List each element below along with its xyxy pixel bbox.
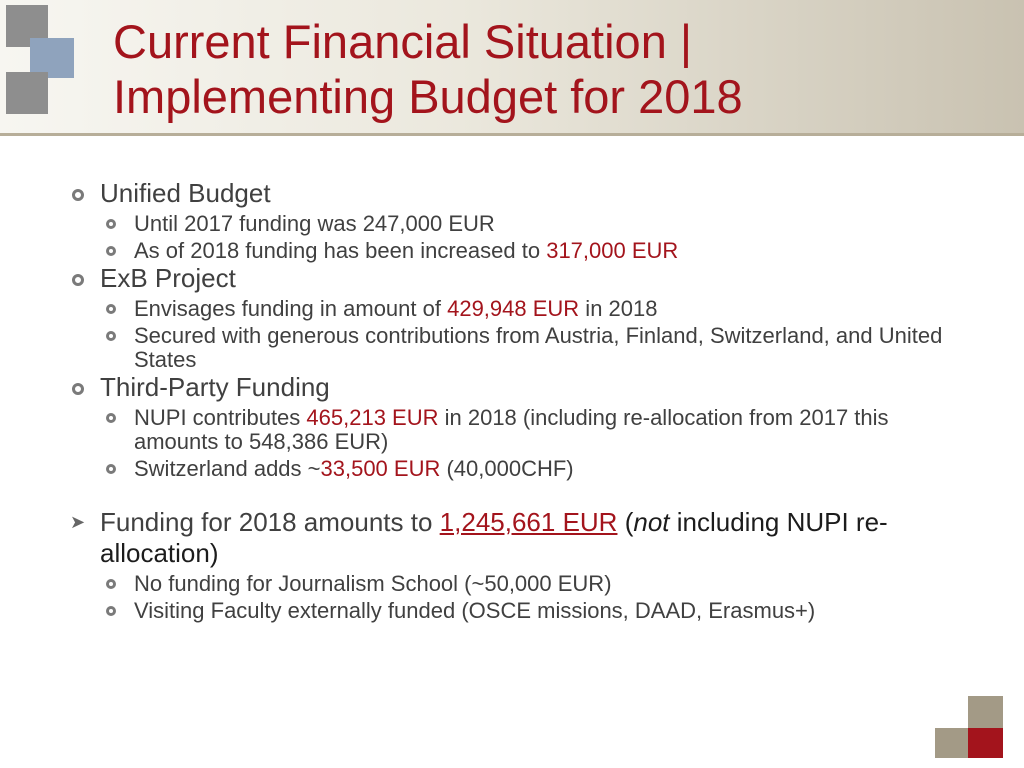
bullet-circle-icon (72, 383, 84, 395)
sub-bullet (70, 297, 970, 321)
arrow-bullet-icon: ➤ (70, 512, 86, 532)
sub-bullet (70, 212, 970, 236)
sub-bullet (70, 457, 970, 481)
bullet-text: ExB Project (100, 263, 236, 293)
decor-square-gray (6, 72, 48, 114)
title-line-2: Implementing Budget for 2018 (113, 70, 743, 123)
bullet-circle-icon (106, 219, 116, 229)
sub-bullet-text: NUPI contributes (134, 405, 307, 430)
amount-highlight: 317,000 EUR (546, 238, 679, 263)
sub-bullet-text: As of 2018 funding has been increased to (134, 238, 547, 263)
sub-bullet-text: (40,000CHF) (440, 456, 574, 481)
bullet-text: including NUPI re-allocation) (100, 507, 888, 568)
slide-title (113, 14, 993, 124)
bullet-circle-icon (106, 304, 116, 314)
bullet-funding-total (70, 507, 970, 569)
sub-bullet-text: Switzerland adds ~ (134, 456, 321, 481)
sub-bullet-text: Until 2017 funding was 247,000 EUR (134, 211, 495, 236)
spacer (70, 481, 970, 507)
slide-header (0, 0, 1024, 136)
sub-bullet-text: in 2018 (including re-allocation from 2017 this amounts to 548,386 EUR) (134, 405, 889, 454)
decor-square-taupe (968, 696, 1003, 728)
sub-bullet (70, 239, 970, 263)
bullet-unified-budget (70, 178, 970, 209)
sub-bullet-text: Visiting Faculty externally funded (OSCE missions, DAAD, Erasmus+) (134, 598, 816, 623)
bullet-text: ( (617, 507, 634, 537)
total-amount-link[interactable]: 1,245,661 EUR (439, 507, 618, 537)
amount-highlight: 33,500 EUR (320, 456, 441, 481)
emphasis-text: not (633, 507, 670, 537)
bullet-circle-icon (72, 274, 84, 286)
sub-bullet (70, 324, 970, 372)
bullet-circle-icon (106, 464, 116, 474)
decor-square-taupe (935, 728, 970, 758)
sub-bullet (70, 599, 970, 623)
bullet-text: Third-Party Funding (100, 372, 330, 402)
sub-bullet (70, 406, 970, 454)
sub-bullet-text: in 2018 (579, 296, 658, 321)
bullet-circle-icon (106, 331, 116, 341)
bullet-exb-project (70, 263, 970, 294)
decor-square-red (968, 728, 1003, 758)
bullet-third-party-funding (70, 372, 970, 403)
bullet-circle-icon (106, 413, 116, 423)
sub-bullet (70, 572, 970, 596)
amount-highlight: 465,213 EUR (306, 405, 439, 430)
slide-body (70, 178, 970, 623)
sub-bullet-text: Secured with generous contributions from Austria, Finland, Switzerland, and United States (134, 323, 943, 372)
bullet-text: Funding for 2018 amounts to (100, 507, 440, 537)
bullet-circle-icon (106, 246, 116, 256)
bullet-circle-icon (106, 579, 116, 589)
amount-highlight: 429,948 EUR (447, 296, 580, 321)
sub-bullet-text: No funding for Journalism School (~50,000 EUR) (134, 571, 612, 596)
sub-bullet-text: Envisages funding in amount of (134, 296, 448, 321)
bullet-circle-icon (106, 606, 116, 616)
bullet-text: Unified Budget (100, 178, 271, 208)
title-line-1: Current Financial Situation | (113, 15, 693, 68)
bullet-circle-icon (72, 189, 84, 201)
